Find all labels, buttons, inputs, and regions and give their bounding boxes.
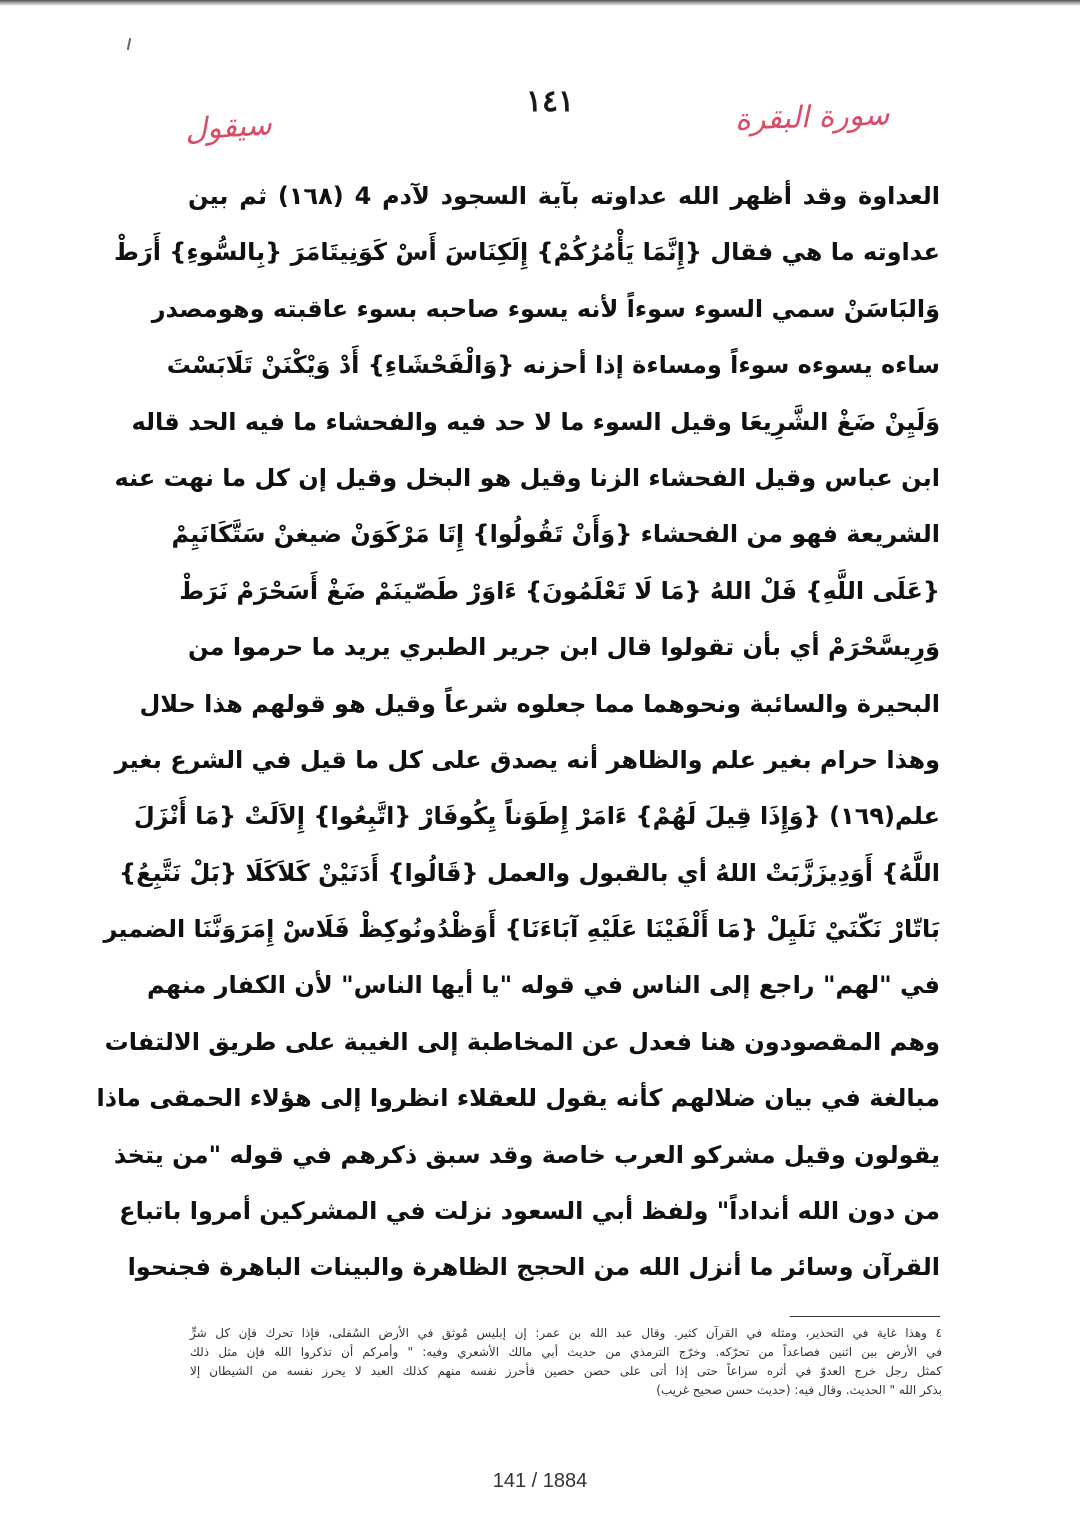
text-line: في "لهم" راجع إلى الناس في قوله "يا أيها الناس" لأن الكفار منهم [147, 971, 940, 1000]
text-line: ابن عباس وقيل الفحشاء الزنا وقيل هو البخل وقيل إن كل ما نهت عنه [114, 463, 940, 492]
text-line: وَلَيِنْ ضَغْ الشَّرِيعَا وقيل السوء ما لا حد فيه والفحشاء ما فيه الحد قاله [131, 407, 940, 436]
footnote-line: ٤ وهذا غاية في التحذير، ومثله في القرآن كثير. وقال عبد الله بن عمر: إن إبليس مُوثق في الأرض السُفلى، فإذا تحرك فإن كل شرٍّ [190, 1326, 942, 1340]
body-text [96, 168, 941, 1296]
page-counter: 141 / 1884 [492, 1470, 588, 1492]
handwritten-note-left: سيقول [183, 107, 273, 148]
text-line: وَالبَاسَنْ سمي السوء سوءاً لأنه يسوء صاحبه بسوء عاقبته وهومصدر [151, 294, 940, 323]
text-line: بَاتّارْ نَكّنَيْ نَلَيِلْ {مَا أَلْفَيْنَا عَلَيْهِ آبَاءَنَا} أَوَظْدُونُوكِظْ فَلَاسْ إِمَرَوَنَّنَا الضمير [103, 915, 940, 944]
text-line: القرآن وسائر ما أنزل الله من الحجج الظاهرة والبينات الباهرة فجنحوا [127, 1253, 940, 1282]
text-line: من دون الله أنداداً" ولفظ أبي السعود نزلت في المشركين أمروا باتباع [119, 1197, 940, 1226]
footnote-line: بذكر الله " الحديث. وقال فيه: (حديث حسن صحيح غريب) [656, 1383, 942, 1397]
footnote-line: كمثل رجل خرج العدوّ في أثره سراعاً حتى إذا أتى على حصن حصين فأحرز نفسه منهم كذلك العبد لا يحرز نفسه من الشيطان إلا [190, 1364, 942, 1378]
footnote-divider [790, 1316, 940, 1317]
text-line: وهذا حرام بغير علم والظاهر أنه يصدق على كل ما قيل في الشرع بغير [114, 745, 940, 774]
text-line: العداوة وقد أظهر الله عداوته بآية السجود لآدم 4 (١٦٨) ثم بين [188, 182, 941, 210]
footnotes [190, 1324, 942, 1400]
text-line: الشريعة فهو من الفحشاء {وَأَنْ تَقُولُوا} إِتَا مَرْكَوَنْ ضيغنْ سَتَّكَانَيِمْ [171, 520, 940, 549]
scan-mark [127, 38, 131, 50]
text-line: عداوته ما هي فقال {إِنَّمَا يَأْمُرُكُمْ} إِلَكِنَاسَ أَسْ كَوَنِيتَامَرَ {بِالسُّوءِ} أَرَطْ [113, 238, 940, 267]
handwritten-note-right: سورة البقرة [734, 97, 890, 138]
text-line: علم(١٦٩) {وَإِذَا قِيلَ لَهُمْ} ءَامَرْ إِطَوَناً يِكُوفَارْ {اتَّبِعُوا} إِلاَلَتْ {مَا أَنْزَلَ [133, 802, 940, 831]
text-line: وهم المقصودون هنا فعدل عن المخاطبة إلى الغيبة على طريق الالتفات [104, 1027, 940, 1056]
text-line: يقولون وقيل مشركو العرب خاصة وقد سبق ذكرهم في قوله "من يتخذ [113, 1140, 940, 1169]
footnote-line: في الأرض بين اثنين فصاعداً من تحرّكه. وخرّج الترمذي من حديث أبي مالك الأشعري وفيه: " وأمركم أن تذكروا الله فإن مثل ذلك [190, 1345, 942, 1359]
text-line: اللَّهُ} أَوَدِيزَزَّبَتْ اللهُ أي بالقبول والعمل {قَالُوا} أَدَنَيْنْ كَلاَكَلَا {بَلْ نَتَّبِعُ} [119, 858, 940, 887]
text-line: {عَلَى اللَّهِ} فَلْ اللهُ {مَا لَا تَعْلَمُونَ} ءَاوَرْ طَصّينَمْ ضَغْ أَسَحْرَمْ نَرَطْ [179, 576, 940, 605]
text-line: مبالغة في بيان ضلالهم كأنه يقول للعقلاء انظروا إلى هؤلاء الحمقى ماذا [96, 1084, 940, 1113]
page-number: ١٤١ [525, 84, 575, 119]
text-line: البحيرة والسائبة ونحوهما مما جعلوه شرعاً وقيل هو قولهم هذا حلال [139, 689, 940, 718]
scan-top-edge [0, 0, 1080, 6]
text-line: ساءه يسوءه سوءاً ومساءة إذا أحزنه {وَالْفَحْشَاءِ} أَدْ وَيْكْنَنْ تَلَابَسْتَ [166, 351, 940, 380]
text-line: وَرِيسَّحْرَمْ أي بأن تقولوا قال ابن جرير الطبري يريد ما حرموا من [188, 633, 940, 662]
